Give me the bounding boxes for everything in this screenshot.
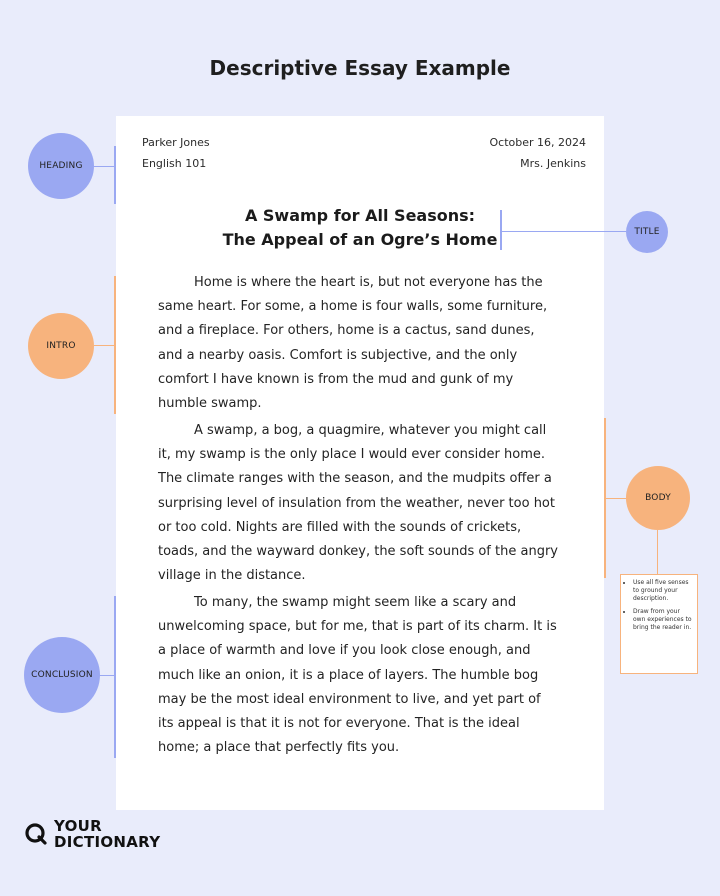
tip-item: • Use all five senses to ground your description. bbox=[633, 579, 692, 603]
course-name: English 101 bbox=[142, 157, 207, 170]
heading-bracket bbox=[114, 146, 116, 204]
intro-paragraph: Home is where the heart is, but not everyone has the same heart. For some, a home is four walls, some furniture, and a fireplace. For others, home is a cactus, sand dunes, and a nearby oasis. Comfort is subjective, and the only comfort I have known is from the mud and gunk of my humble swamp. bbox=[158, 275, 548, 412]
intro-bracket bbox=[114, 276, 116, 414]
conclusion-label: CONCLUSION bbox=[24, 637, 100, 713]
conclusion-bracket bbox=[114, 596, 116, 758]
body-label: BODY bbox=[626, 466, 690, 530]
logo-line-1: YOUR bbox=[54, 817, 103, 835]
logo-wordmark bbox=[54, 818, 160, 850]
your-dictionary-logo bbox=[24, 818, 160, 850]
heading-right bbox=[489, 132, 586, 174]
heading-connector bbox=[94, 166, 114, 167]
essay-title-line-2: The Appeal of an Ogre’s Home bbox=[222, 230, 498, 249]
title-connector bbox=[502, 231, 626, 232]
body-tip-connector bbox=[657, 530, 658, 574]
teacher-name: Mrs. Jenkins bbox=[520, 157, 586, 170]
title-label: TITLE bbox=[626, 211, 668, 253]
title-bracket bbox=[500, 210, 502, 250]
essay-title bbox=[116, 204, 604, 252]
heading-left bbox=[142, 132, 210, 174]
logo-line-2: DICTIONARY bbox=[54, 833, 161, 851]
tip-item: • Draw from your own experiences to bring the reader in. bbox=[633, 608, 692, 632]
intro-label: INTRO bbox=[28, 313, 94, 379]
logo-q-icon bbox=[24, 822, 48, 846]
body-connector bbox=[606, 498, 626, 499]
intro-connector bbox=[94, 345, 114, 346]
body-tip-box bbox=[620, 574, 698, 674]
page-title: Descriptive Essay Example bbox=[209, 56, 511, 80]
heading-label: HEADING bbox=[28, 133, 94, 199]
essay-title-line-1: A Swamp for All Seasons: bbox=[244, 206, 476, 225]
body-paragraph: A swamp, a bog, a quagmire, whatever you might call it, my swamp is the only place I would ever consider home. The climate ranges with the season, and the mudpits offer a surprising level of insulation from the weather, never too hot or too cold. Nights are filled with the sounds of crickets, toads, and the wayward donkey, the soft sounds of the angry village in the distance. bbox=[158, 423, 558, 584]
conclusion-paragraph: To many, the swamp might seem like a scary and unwelcoming space, but for me, that is part of its charm. It is a place of warmth and love if you look close enough, and much like an onion, it is a place of layers. The humble bog may be the most ideal environment to live, and yet part of its appeal is that it is not for everyone. That is the ideal home; a place that perfectly fits you. bbox=[158, 595, 557, 756]
student-name: Parker Jones bbox=[142, 136, 210, 149]
essay-paper bbox=[116, 116, 604, 810]
essay-date: October 16, 2024 bbox=[489, 136, 586, 149]
